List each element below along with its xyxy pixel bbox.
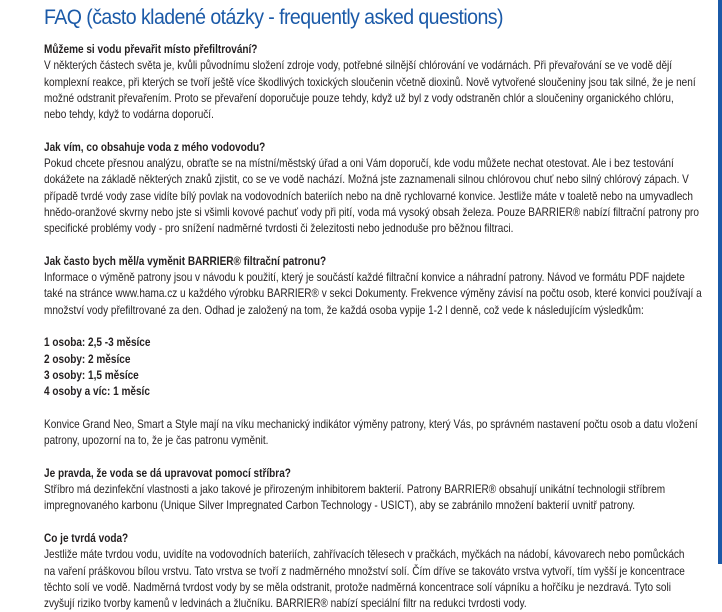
faq-answer-line: případě tvrdé vody zase vidíte bílý povlak na vodovodních bateriích nebo na dně rychlovarné konvice. Jestliže máte v toaletě nebo na umyvadlech <box>44 189 693 203</box>
faq-answer-line: zvyšují riziko tvorby kamenů v ledvinách a žlučníku. BARRIER® nabízí speciální filtr na redukci tvrdosti vody. <box>44 597 527 611</box>
faq-answer-line: těchto solí ve vodě. Nadměrná tvrdost vody by se měla odstranit, protože nadměrná koncentrace solí vápníku a hořčíku je nezdravá. Tyto soli <box>44 580 671 594</box>
faq-answer-line: impregnovaného karbonu (Unique Silver Impregnated Carbon Technology - USICT), aby se zabránilo množení bakterií uvnitř patrony. <box>44 499 636 513</box>
right-edge-bar <box>718 0 722 564</box>
faq-answer-line: množství vody přefiltrované za den. Odhad je založený na tom, že každá osoba vypije 1-2 l denně, což vede k následujícím výsledkům: <box>44 303 644 317</box>
faq-answer-line: na vaření práškovou bílou vrstvu. Tato vrstva se tvoří z nadměrného množství solí. Čím dříve se takováto vrstva vytvoří, tím vyšší je koncentrace <box>44 564 685 578</box>
faq-question: Je pravda, že voda se dá upravovat pomocí stříbra? <box>44 466 291 480</box>
page-title: FAQ (často kladené otázky - frequently asked questions) <box>44 6 503 29</box>
faq-item-cartridge-replacement <box>44 254 710 450</box>
faq-answer-line: Konvice Grand Neo, Smart a Style mají na víku mechanický indikátor výměny patrony, který Vás, po správném nastavení počtu osob a datu vložení <box>44 417 698 431</box>
faq-answer-line: Informace o výměně patrony jsou v návodu k použití, který je součástí každé filtrační konvice a náhradní patrony. Návod ve formátu PDF najdete <box>44 271 685 285</box>
faq-question: Jak vím, co obsahuje voda z mého vodovodu? <box>44 140 266 154</box>
faq-item-boil-water <box>44 42 710 123</box>
faq-content <box>44 42 710 612</box>
replacement-list-item: 3 osoby: 1,5 měsíce <box>44 368 139 382</box>
faq-item-silver-treatment <box>44 466 710 515</box>
faq-answer-line: hnědo-oranžové skvrny nebo jste si všimli kovové pachuť vody při pití, voda má vysoký obsah železa. Pouze BARRIER® nabízí filtrační patrony pro <box>44 205 699 219</box>
replacement-list-item: 2 osoby: 2 měsíce <box>44 352 131 366</box>
faq-item-hard-water <box>44 531 710 612</box>
replacement-list-item: 4 osoby a víc: 1 měsíc <box>44 385 150 399</box>
faq-answer-line: komplexní reakce, při kterých se tvoří ještě více škodlivých toxických sloučenin včetně dioxinů. Nově vytvořené sloučeniny jsou tak silné, že je není <box>44 75 696 89</box>
faq-answer-line: možné odstranit převařením. Proto se převaření doporučuje pouze tehdy, když už byl z vody odstraněn chlór a sloučeniny organického chlóru, <box>44 91 674 105</box>
faq-answer-line: specifické problémy vody - pro snížení nadměrné tvrdosti či železitosti nebo jednoduše pro běžnou filtraci. <box>44 222 514 236</box>
faq-question: Jak často bych měl/a vyměnit BARRIER® filtrační patronu? <box>44 254 327 268</box>
faq-answer-line: také na stránce www.hama.cz u každého výrobku BARRIER® v sekci Dokumenty. Frekvence výměny závisí na počtu osob, které konvici používají a <box>44 287 702 301</box>
faq-answer-line: Jestliže máte tvrdou vodu, uvidíte na vodovodních bateriích, zahřívacích tělesech v pračkách, myčkách na nádobí, kávovarech nebo pomůckách <box>44 548 685 562</box>
faq-answer-line: dokážete na základě některých znaků zjistit, co se ve vodě nachází. Možná jste zaznamenali silnou chlórovou chuť nebo silný chlórový zápach. V <box>44 173 689 187</box>
faq-answer-line: Pokud chcete přesnou analýzu, obraťte se na místní/městský úřad a oni Vám doporučí, kde vodu můžete nechat otestovat. Ale i bez testování <box>44 157 674 171</box>
replacement-list-item: 1 osoba: 2,5 -3 měsíce <box>44 336 151 350</box>
faq-answer-line: nebo tehdy, když to vodárna doporučí. <box>44 108 214 122</box>
faq-question: Co je tvrdá voda? <box>44 531 129 545</box>
faq-answer-line: V některých částech světa je, kvůli původnímu složení zdroje vody, potřebné silnější chlórování ve vodárnách. Při převařování se ve vodě dějí <box>44 59 673 73</box>
faq-item-tap-water-content <box>44 140 710 238</box>
faq-answer-line: patrony, upozorní na to, že je čas patronu vyměnit. <box>44 434 269 448</box>
faq-page <box>44 0 712 611</box>
faq-question: Můžeme si vodu převařit místo přefiltrování? <box>44 43 258 56</box>
faq-answer-line: Stříbro má dezinfekční vlastnosti a jako takové je přirozeným inhibitorem bakterií. Patrony BARRIER® obsahují unikátní technologii stříbrem <box>44 483 666 497</box>
